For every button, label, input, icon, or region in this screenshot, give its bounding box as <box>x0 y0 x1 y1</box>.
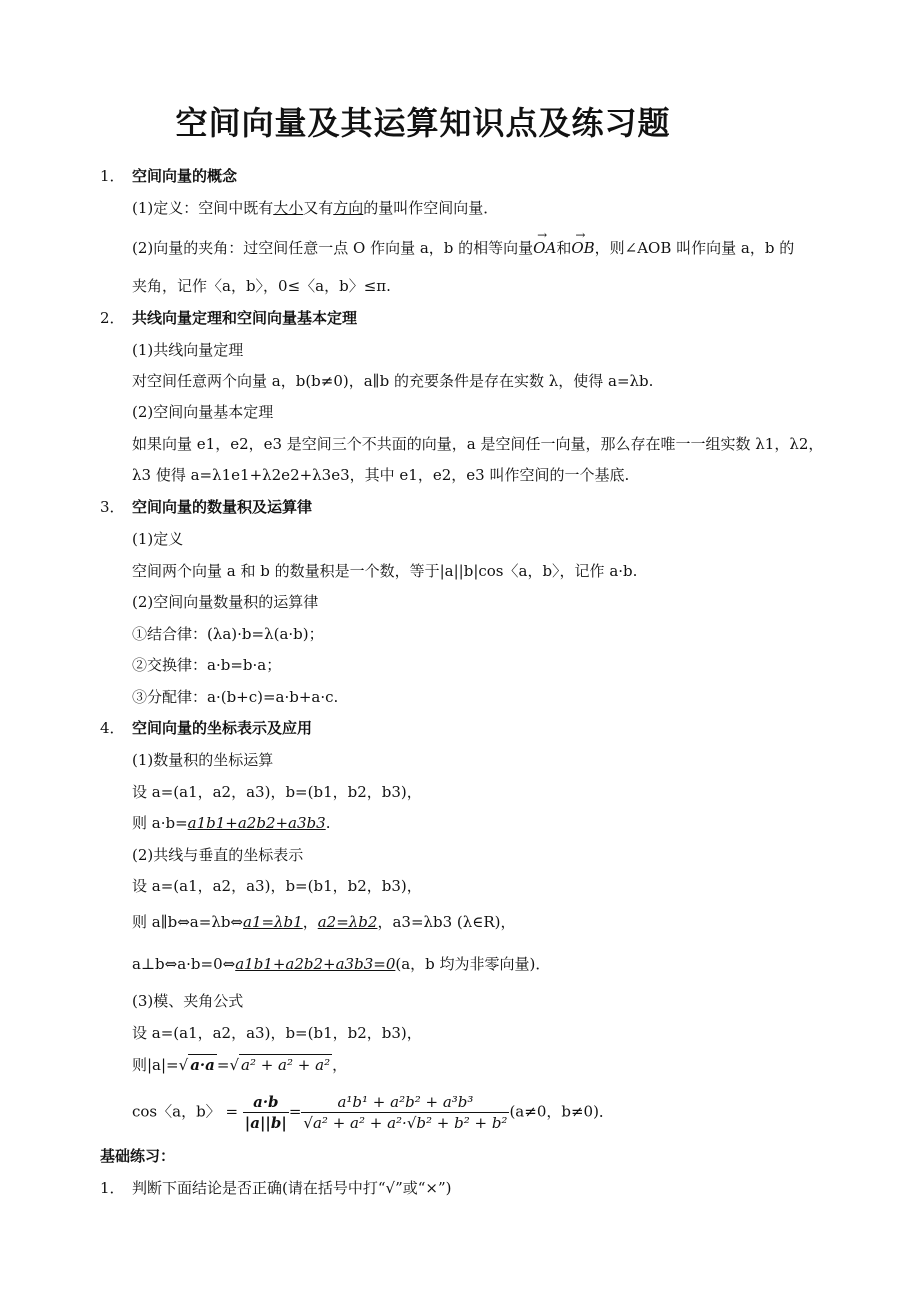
s3-p2: 空间两个向量 a 和 b 的数量积是一个数，等于|a||b|cos〈a，b〉，记作 a·b. <box>132 562 638 580</box>
s1-angle-line-2: 夹角，记作〈a，b〉，0≤〈a，b〉≤π. <box>132 277 391 295</box>
s4-p9: 设 a=(a1，a2，a3)，b=(b1，b2，b3)， <box>132 1024 422 1042</box>
s3-p6: ③分配律：a·(b+c)=a·b+a·c. <box>132 688 339 706</box>
section-4-heading: 空间向量的坐标表示及应用 <box>132 719 313 737</box>
s4-p6-underlined-2: a2=λb2 <box>317 913 378 931</box>
s1-and: 和 <box>556 239 572 257</box>
practice-q1-number: 1． <box>100 1179 125 1197</box>
section-3-heading: 空间向量的数量积及运算律 <box>132 498 313 516</box>
s2-p4: 如果向量 e1，e2，e3 是空间三个不共面的向量，a 是空间任一向量，那么存在唯一一组实数 λ1，λ2， <box>132 435 824 453</box>
s2-p3: (2)空间向量基本定理 <box>132 403 274 421</box>
fraction-1-numerator: a·b <box>253 1093 279 1111</box>
s1-angle-line <box>132 238 794 258</box>
sqrt-sum-squares: a² + a² + a² <box>241 1056 331 1074</box>
s4-p8: (3)模、夹角公式 <box>132 992 244 1010</box>
s3-p5: ②交换律：a·b=b·a； <box>132 656 282 674</box>
s1-def-text: (1)定义：空间中既有 <box>132 199 274 217</box>
s4-p7-underlined: a1b1+a2b2+a3b3=0 <box>235 955 396 973</box>
cos-formula <box>132 1092 614 1133</box>
s3-p1: (1)定义 <box>132 530 184 548</box>
practice-q1-text: 判断下面结论是否正确(请在括号中打“√”或“×”) <box>132 1179 452 1197</box>
section-2-heading: 共线向量定理和空间向量基本定理 <box>132 309 358 327</box>
s2-p2: 对空间任意两个向量 a，b(b≠0)，a∥b 的充要条件是存在实数 λ，使得 a=λb. <box>132 372 654 390</box>
s1-def-text-post: 的量叫作空间向量． <box>363 199 499 217</box>
s4-p10: 则|a|=√ a·a =√ a² + a² + a² ， <box>132 1056 348 1074</box>
section-3-number: 3． <box>100 498 125 516</box>
vector-ob: → OB <box>571 238 594 258</box>
s4-p6-post: ，a3=λb3 (λ∈R)， <box>377 913 516 931</box>
s4-p6 <box>132 912 516 932</box>
section-2-number: 2． <box>100 309 125 327</box>
s2-p1: (1)共线向量定理 <box>132 341 244 359</box>
s4-p2: 设 a=(a1，a2，a3)，b=(b1，b2，b3)， <box>132 783 422 801</box>
s1-angle-text-a: (2)向量的夹角：过空间任意一点 O 作向量 a，b 的相等向量 <box>132 239 534 257</box>
s3-p3: (2)空间向量数量积的运算律 <box>132 593 319 611</box>
s4-p3-pre: 则 a·b= <box>132 814 188 832</box>
section-4-number: 4． <box>100 719 125 737</box>
s4-p6-pre: 则 a∥b⇔a=λb⇔ <box>132 913 243 931</box>
s4-p7-pre: a⊥b⇔a·b=0⇔ <box>132 955 236 973</box>
s4-p1: (1)数量积的坐标运算 <box>132 751 274 769</box>
practice-heading: 基础练习： <box>100 1147 176 1165</box>
s4-p6-sep: ， <box>302 913 318 931</box>
fraction-2-denominator: √a² + a² + a²·√b² + b² + b² <box>303 1114 508 1132</box>
section-1-number: 1． <box>100 167 125 185</box>
s1-definition <box>132 198 498 218</box>
s4-p10-eq: = <box>216 1056 230 1074</box>
section-1-heading: 空间向量的概念 <box>132 167 238 185</box>
s4-p6-underlined-1: a1=λb1 <box>243 913 303 931</box>
s1-def-text-mid: 又有 <box>303 199 334 217</box>
cos-condition: (a≠0，b≠0)． <box>509 1102 614 1121</box>
s4-p10-pre: 则|a|= <box>132 1056 179 1074</box>
s4-p10-post: ， <box>332 1056 348 1074</box>
s4-p7 <box>132 954 550 974</box>
s1-def-underlined-2: 方向 <box>333 199 364 217</box>
s4-p3 <box>132 813 330 833</box>
cos-label: cos〈a，b〉 = <box>132 1102 239 1121</box>
s1-def-underlined-1: 大小 <box>273 199 304 217</box>
fraction-2 <box>301 1092 509 1133</box>
s4-p7-post: (a，b 均为非零向量)． <box>395 955 551 973</box>
fraction-1-denominator: |a||b| <box>244 1114 287 1132</box>
cos-equals: = <box>288 1102 302 1121</box>
s4-p4: (2)共线与垂直的坐标表示 <box>132 846 304 864</box>
s3-p4: ①结合律：(λa)·b=λ(a·b)； <box>132 625 324 643</box>
fraction-2-numerator: a¹b¹ + a²b² + a³b³ <box>337 1093 474 1111</box>
s1-angle-text-b: ，则∠AOB 叫作向量 a，b 的 <box>594 239 795 257</box>
sqrt-a-dot-a: a·a <box>190 1056 215 1074</box>
s4-p5: 设 a=(a1，a2，a3)，b=(b1，b2，b3)， <box>132 877 422 895</box>
s4-p3-post: . <box>325 814 331 832</box>
vector-oa: → OA <box>533 238 556 258</box>
fraction-1 <box>243 1092 289 1133</box>
page-title: 空间向量及其运算知识点及练习题 <box>175 104 671 142</box>
s4-p3-underlined: a1b1+a2b2+a3b3 <box>187 814 326 832</box>
s2-p5: λ3 使得 a=λ1e1+λ2e2+λ3e3，其中 e1，e2，e3 叫作空间的一个基底. <box>132 466 630 484</box>
